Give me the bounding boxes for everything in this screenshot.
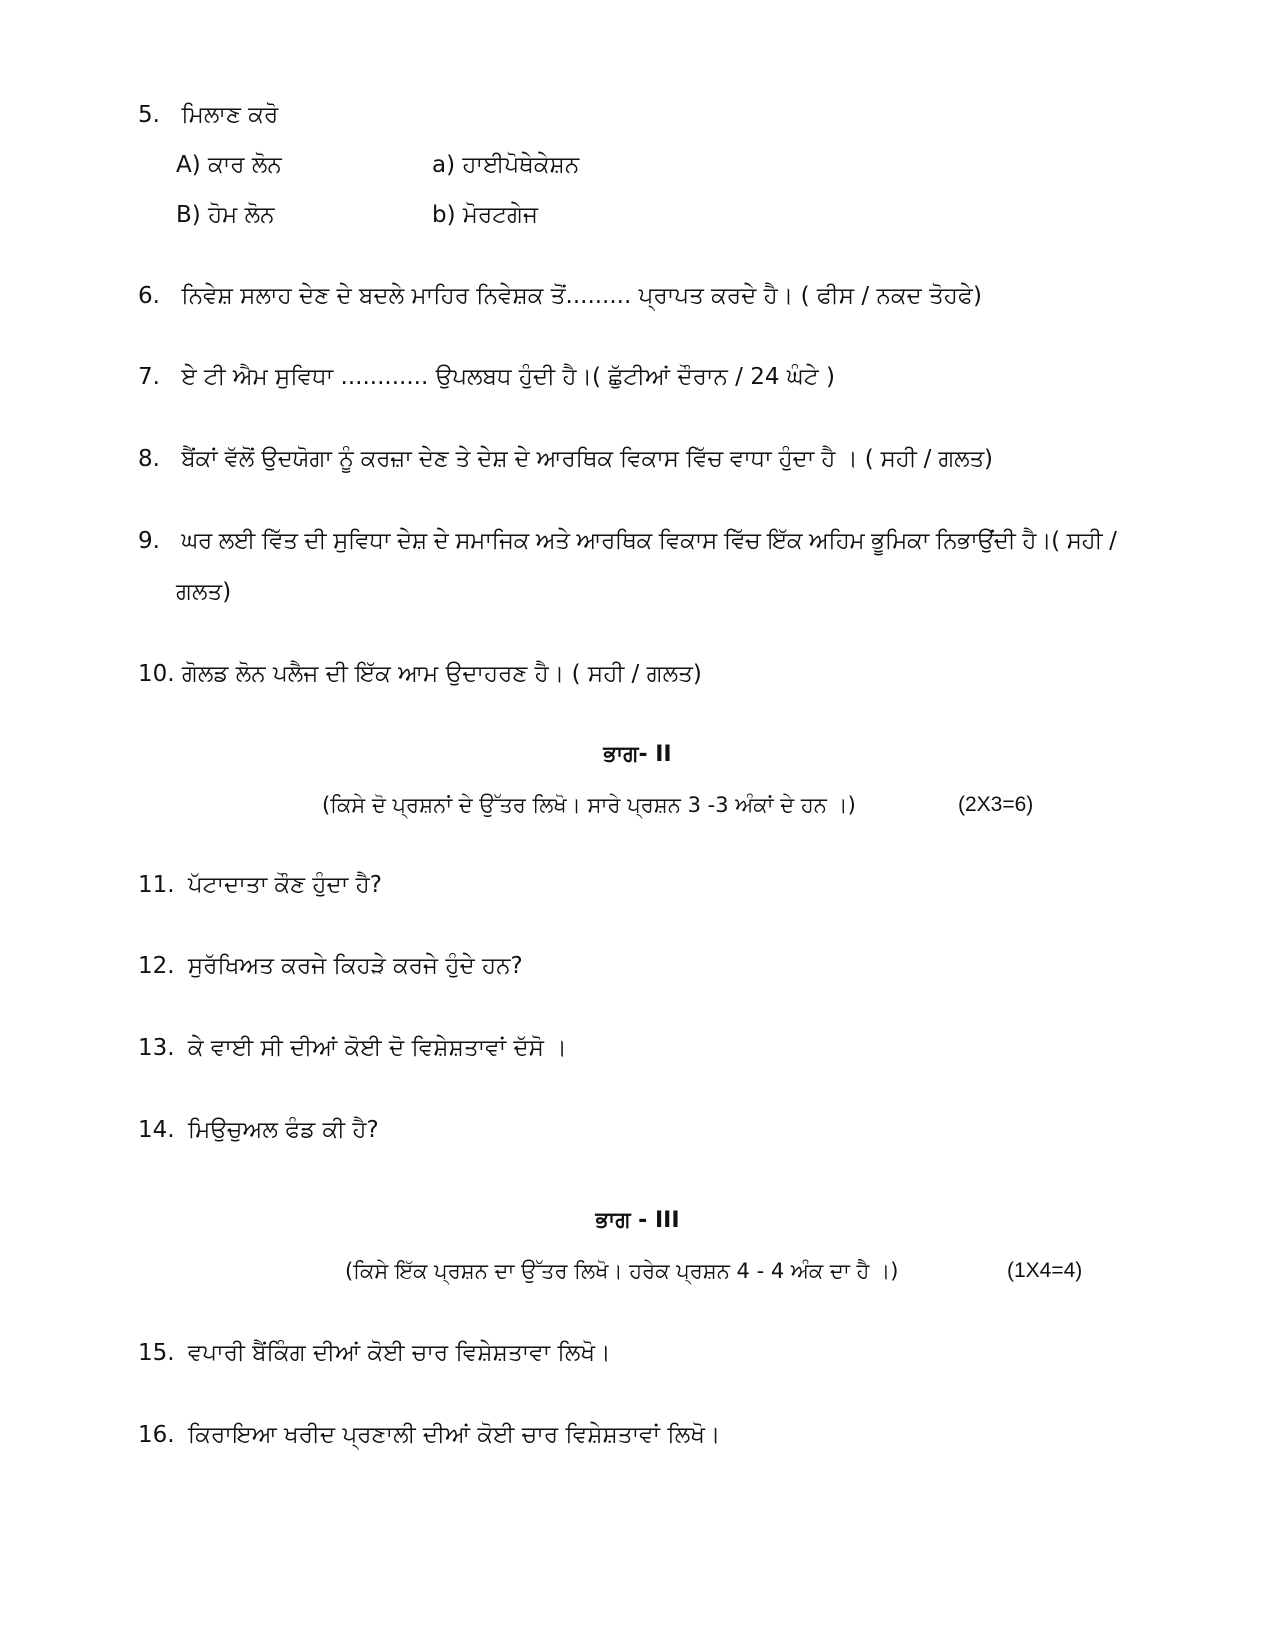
question-number: 13.	[138, 1035, 175, 1061]
question-15	[138, 1338, 611, 1368]
question-number: 11.	[138, 872, 175, 898]
question-number: 15.	[138, 1340, 175, 1366]
question-7	[138, 362, 835, 392]
question-6	[138, 281, 982, 311]
question-number: 6.	[138, 283, 160, 309]
question-13	[138, 1033, 567, 1063]
question-text: ਏ ਟੀ ਐਮ ਸੁਵਿਧਾ ............ ਉਪਲਬਧ ਹੁੰਦੀ ਹੈ।( ਛੁੱਟੀਆਂ ਦੌਰਾਨ / 24 ਘੰਟੇ )	[181, 364, 835, 390]
match-left-item: A) ਕਾਰ ਲੋਨ	[176, 152, 282, 178]
question-text: ਵਪਾਰੀ ਬੈਂਕਿੰਗ ਦੀਆਂ ਕੋਈ ਚਾਰ ਵਿਸ਼ੇਸ਼ਤਾਵਾ ਲਿਖੋ।	[187, 1340, 611, 1366]
question-number: 8.	[138, 446, 160, 472]
part-2-marks: (2X3=6)	[958, 793, 1034, 816]
question-10	[138, 659, 702, 689]
question-text: ਕਿਰਾਇਆ ਖਰੀਦ ਪ੍ਰਣਾਲੀ ਦੀਆਂ ਕੋਈ ਚਾਰ ਵਿਸ਼ੇਸ਼ਤਾਵਾਂ ਲਿਖੋ।	[187, 1422, 721, 1448]
match-right-item: a) ਹਾਈਪੋਥੇਕੇਸ਼ਨ	[432, 152, 580, 178]
part-3-heading: ਭਾਗ - III	[595, 1208, 680, 1233]
question-text: ਮਿਉਚੁਅਲ ਫੰਡ ਕੀ ਹੈ?	[187, 1117, 379, 1143]
question-text: ਸੁਰੱਖਿਅਤ ਕਰਜੇ ਕਿਹੜੇ ਕਰਜੇ ਹੁੰਦੇ ਹਨ?	[187, 953, 523, 979]
question-number: 16.	[138, 1422, 175, 1448]
part-3-instruction: (ਕਿਸੇ ਇੱਕ ਪ੍ਰਸ਼ਨ ਦਾ ਉੱਤਰ ਲਿਖੋ। ਹਰੇਕ ਪ੍ਰਸ਼ਨ 4 - 4 ਅੰਕ ਦਾ ਹੈ ।)	[345, 1259, 899, 1283]
question-text: ਨਿਵੇਸ਼ ਸਲਾਹ ਦੇਣ ਦੇ ਬਦਲੇ ਮਾਹਿਰ ਨਿਵੇਸ਼ਕ ਤੋਂ......... ਪ੍ਰਾਪਤ ਕਰਦੇ ਹੈ। ( ਫੀਸ / ਨਕਦ ਤੋਹਫੇ)	[181, 283, 982, 309]
question-text: ਮਿਲਾਣ ਕਰੋ	[181, 102, 279, 128]
question-number: 12.	[138, 953, 175, 979]
question-number: 9.	[138, 528, 160, 554]
question-number: 5.	[138, 102, 160, 128]
question-text: ਬੈਂਕਾਂ ਵੱਲੋਂ ਉਦਯੋਗਾ ਨੂੰ ਕਰਜ਼ਾ ਦੇਣ ਤੇ ਦੇਸ਼ ਦੇ ਆਰਥਿਕ ਵਿਕਾਸ ਵਿੱਚ ਵਾਧਾ ਹੁੰਦਾ ਹੈ । ( ਸਹੀ / ਗਲਤ)	[181, 446, 993, 472]
question-8	[138, 444, 993, 474]
question-5	[138, 100, 278, 130]
part-3-marks: (1X4=4)	[1007, 1259, 1083, 1282]
question-9-continuation: ਗਲਤ)	[176, 579, 232, 605]
question-9	[138, 526, 1116, 556]
question-text: ਕੇ ਵਾਈ ਸੀ ਦੀਆਂ ਕੋਈ ਦੋ ਵਿਸ਼ੇਸ਼ਤਾਵਾਂ ਦੱਸੋ ।	[187, 1035, 567, 1061]
question-text: ਗੋਲਡ ਲੋਨ ਪਲੈਜ ਦੀ ਇੱਕ ਆਮ ਉਦਾਹਰਣ ਹੈ। ( ਸਹੀ / ਗਲਤ)	[181, 661, 702, 687]
question-number: 10.	[138, 661, 175, 687]
part-2-instruction: (ਕਿਸੇ ਦੋ ਪ੍ਰਸ਼ਨਾਂ ਦੇ ਉੱਤਰ ਲਿਖੋ। ਸਾਰੇ ਪ੍ਰਸ਼ਨ 3 -3 ਅੰਕਾਂ ਦੇ ਹਨ ।)	[322, 793, 856, 817]
match-right-item: b) ਮੋਰਟਗੇਜ	[432, 202, 539, 228]
question-text: ਪੱਟਾਦਾਤਾ ਕੌਣ ਹੁੰਦਾ ਹੈ?	[187, 872, 382, 898]
question-14	[138, 1115, 379, 1145]
question-number: 14.	[138, 1117, 175, 1143]
part-2-heading: ਭਾਗ- II	[603, 742, 672, 767]
question-12	[138, 951, 523, 981]
question-11	[138, 870, 382, 900]
question-text: ਘਰ ਲਈ ਵਿੱਤ ਦੀ ਸੁਵਿਧਾ ਦੇਸ਼ ਦੇ ਸਮਾਜਿਕ ਅਤੇ ਆਰਥਿਕ ਵਿਕਾਸ ਵਿੱਚ ਇੱਕ ਅਹਿਮ ਭੂਮਿਕਾ ਨਿਭਾਉਂਦੀ ਹੈ।( ਸਹੀ /	[181, 528, 1117, 554]
match-left-item: B) ਹੋਮ ਲੋਨ	[176, 202, 275, 228]
question-16	[138, 1420, 720, 1450]
question-number: 7.	[138, 364, 160, 390]
